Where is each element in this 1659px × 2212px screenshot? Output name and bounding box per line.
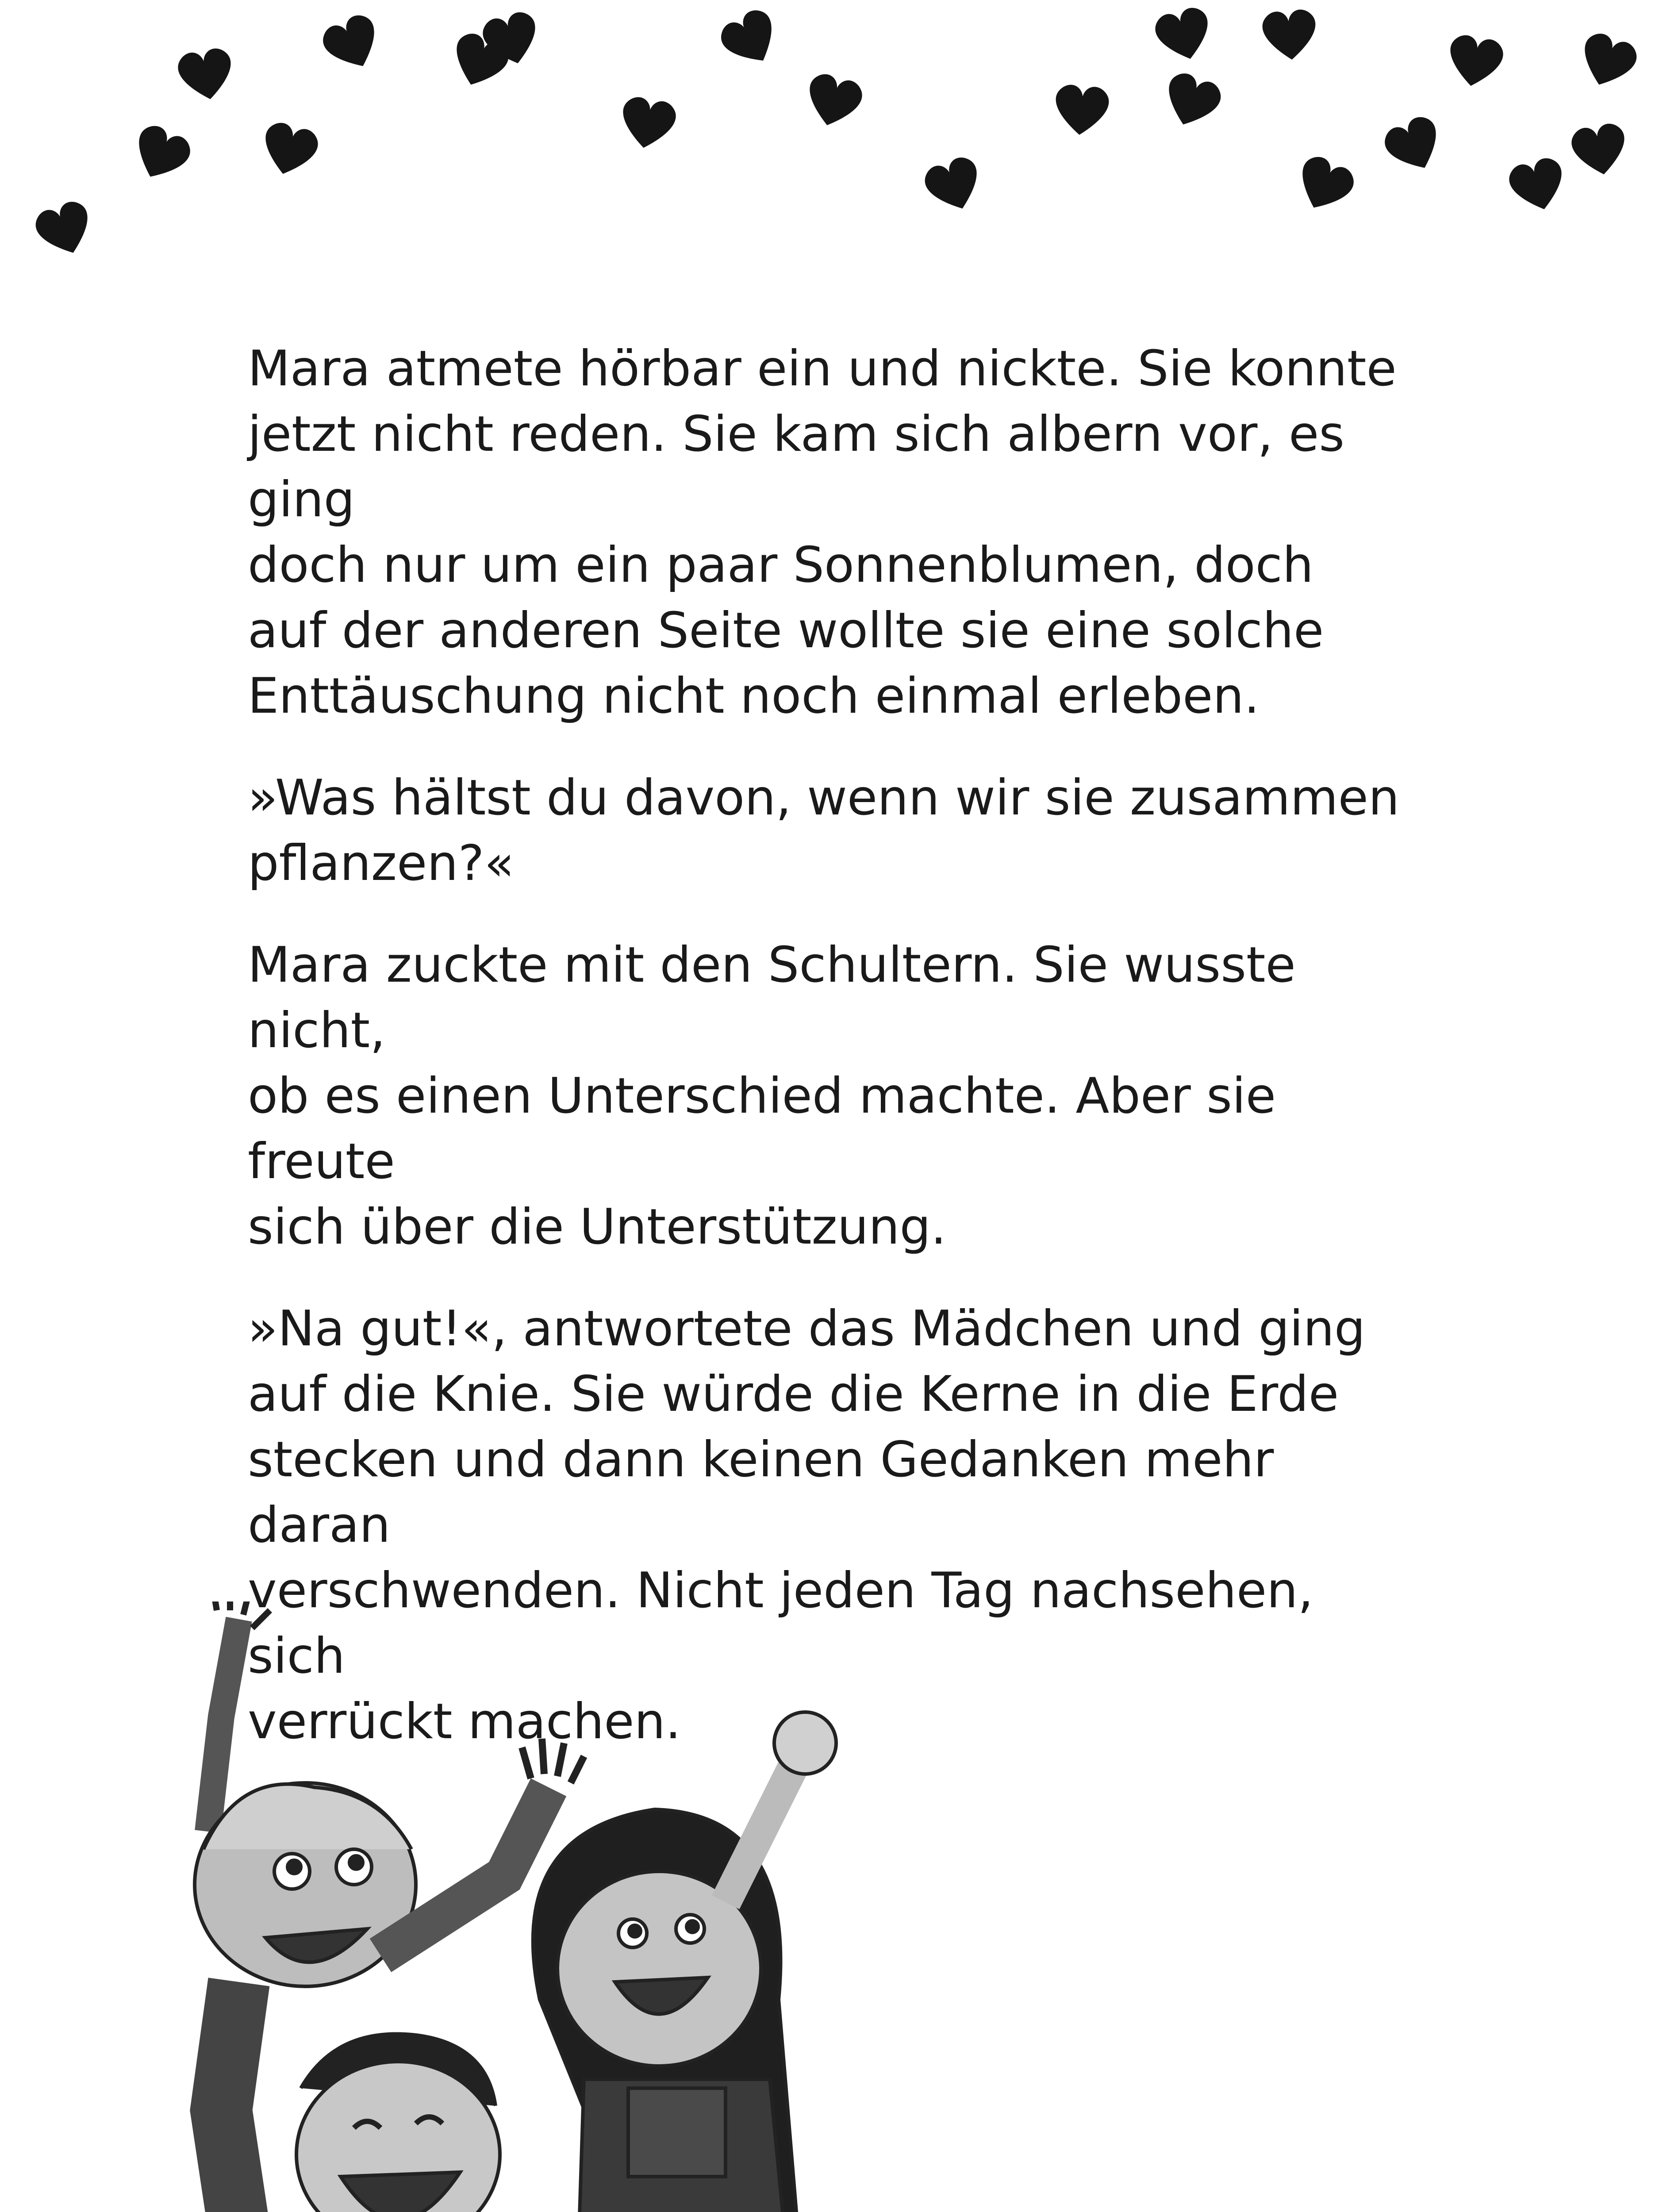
heart-icon (167, 35, 244, 111)
heart-icon (1561, 110, 1638, 187)
heart-icon (793, 59, 875, 140)
heart-icon (1369, 100, 1457, 188)
children-illustration (106, 1601, 947, 2212)
heart-icon (1566, 17, 1651, 102)
heart-icon (705, 0, 795, 83)
heart-icon (117, 108, 205, 196)
paragraph: »Was hältst du davon, wenn wir sie zusammen pflanzen?« (248, 769, 1400, 892)
small-boy-figure (212, 2034, 584, 2212)
heart-icon (911, 141, 996, 226)
paragraph: Mara zuckte mit den Schultern. Sie wusste nicht, ob es einen Unterschied machte. Aber sie freute sich über die Unterstützung. (248, 937, 1296, 1256)
heart-icon (249, 108, 330, 189)
girl-figure (533, 1712, 836, 2212)
heart-icon (1281, 139, 1369, 227)
heart-icon (1497, 143, 1578, 224)
hearts-decoration (0, 0, 1659, 283)
paragraph: »Na gut!«, antwortete das Mädchen und ging auf die Knie. Sie würde die Kerne in die Erde stecken und dann keinen Gedanken mehr daran verschwenden. Nicht jeden Tag nachsehen, sich verrückt machen. (248, 1300, 1366, 1750)
heart-icon (22, 185, 107, 270)
heart-icon (1437, 21, 1514, 98)
heart-icon (610, 83, 687, 160)
heart-icon (1046, 73, 1118, 145)
story-text (248, 336, 1416, 1791)
heart-icon (307, 0, 396, 86)
paragraph: Mara atmete hörbar ein und nickte. Sie konnte jetzt nicht reden. Sie kam sich albern vor, es ging doch nur um ein paar Sonnenblumen, doch auf der anderen Seite wollte sie eine solche Enttäuschung nicht noch einmal erleben. (248, 340, 1397, 725)
heart-icon (1254, 0, 1326, 69)
